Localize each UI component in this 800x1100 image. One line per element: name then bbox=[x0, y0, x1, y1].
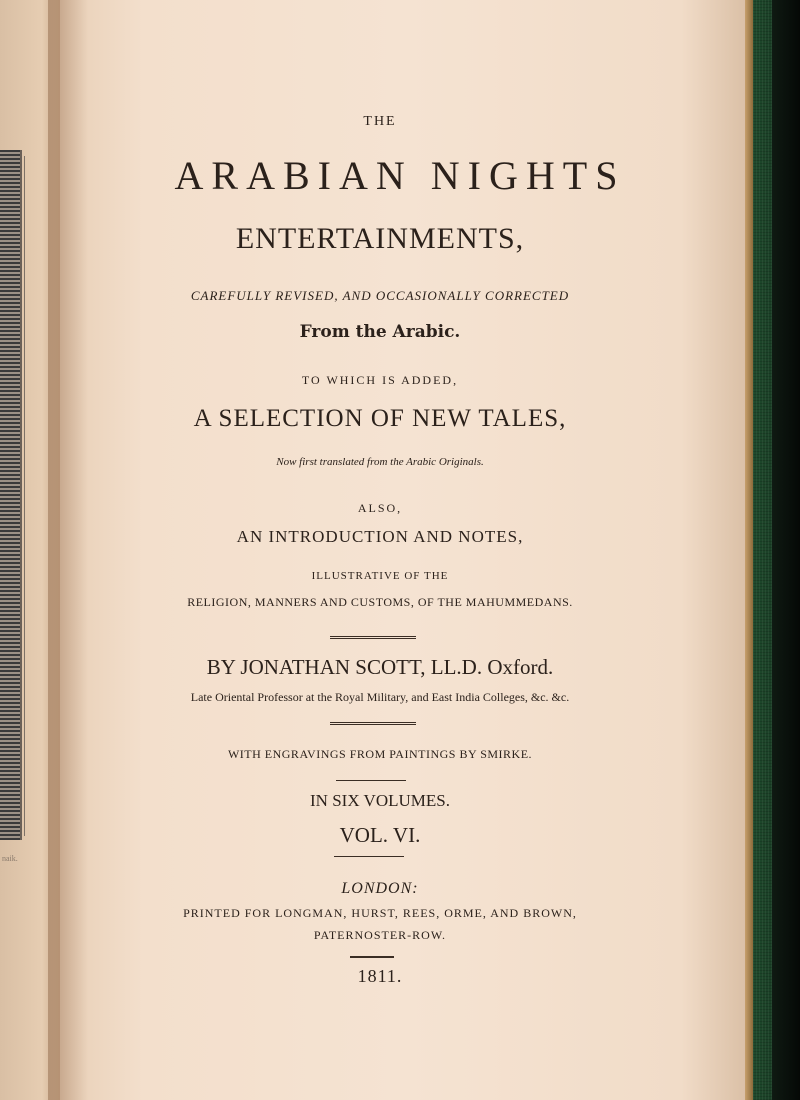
translated-line: Now first translated from the Arabic Originals. bbox=[276, 456, 484, 468]
engravings-line: WITH ENGRAVINGS FROM PAINTINGS BY SMIRKE. bbox=[227, 747, 533, 761]
volume-number: VOL. VI. bbox=[339, 823, 421, 847]
professor-line: Late Oriental Professor at the Royal Military, and East India Colleges, &c. &c. bbox=[190, 690, 570, 704]
also-line: ALSO, bbox=[357, 501, 403, 515]
added-line: TO WHICH IS ADDED, bbox=[301, 373, 459, 387]
author-line: BY JONATHAN SCOTT, LL.D. Oxford. bbox=[206, 655, 554, 679]
publication-year: 1811. bbox=[357, 966, 403, 986]
address-line: PATERNOSTER-ROW. bbox=[313, 928, 447, 942]
title-the: THE bbox=[363, 114, 397, 129]
ornamental-rule bbox=[330, 636, 416, 641]
volumes-line: IN SIX VOLUMES. bbox=[310, 791, 450, 810]
main-title: ARABIAN NIGHTS bbox=[174, 153, 626, 198]
ornamental-rule bbox=[330, 722, 416, 727]
city-line: LONDON: bbox=[341, 880, 419, 897]
gilt-page-edge bbox=[745, 0, 753, 1100]
from-arabic-line: From the Arabic. bbox=[299, 322, 461, 342]
engraving-border bbox=[0, 156, 25, 836]
divider-rule bbox=[336, 780, 406, 781]
selection-line: A SELECTION OF NEW TALES, bbox=[193, 405, 567, 432]
religion-line: RELIGION, MANNERS AND CUSTOMS, OF THE MAHUMMEDANS. bbox=[187, 595, 573, 609]
binding-shadow bbox=[772, 0, 800, 1100]
printer-line: PRINTED FOR LONGMAN, HURST, REES, ORME, AND BROWN, bbox=[183, 906, 577, 920]
divider-rule bbox=[350, 956, 394, 958]
divider-rule bbox=[334, 856, 404, 857]
engraving-caption: naik. bbox=[2, 854, 18, 863]
subtitle: ENTERTAINMENTS, bbox=[235, 222, 525, 255]
introduction-line: AN INTRODUCTION AND NOTES, bbox=[236, 527, 524, 546]
illustrative-line: ILLUSTRATIVE OF THE bbox=[311, 570, 449, 582]
revised-line: CAREFULLY REVISED, AND OCCASIONALLY CORRECTED bbox=[190, 288, 570, 303]
